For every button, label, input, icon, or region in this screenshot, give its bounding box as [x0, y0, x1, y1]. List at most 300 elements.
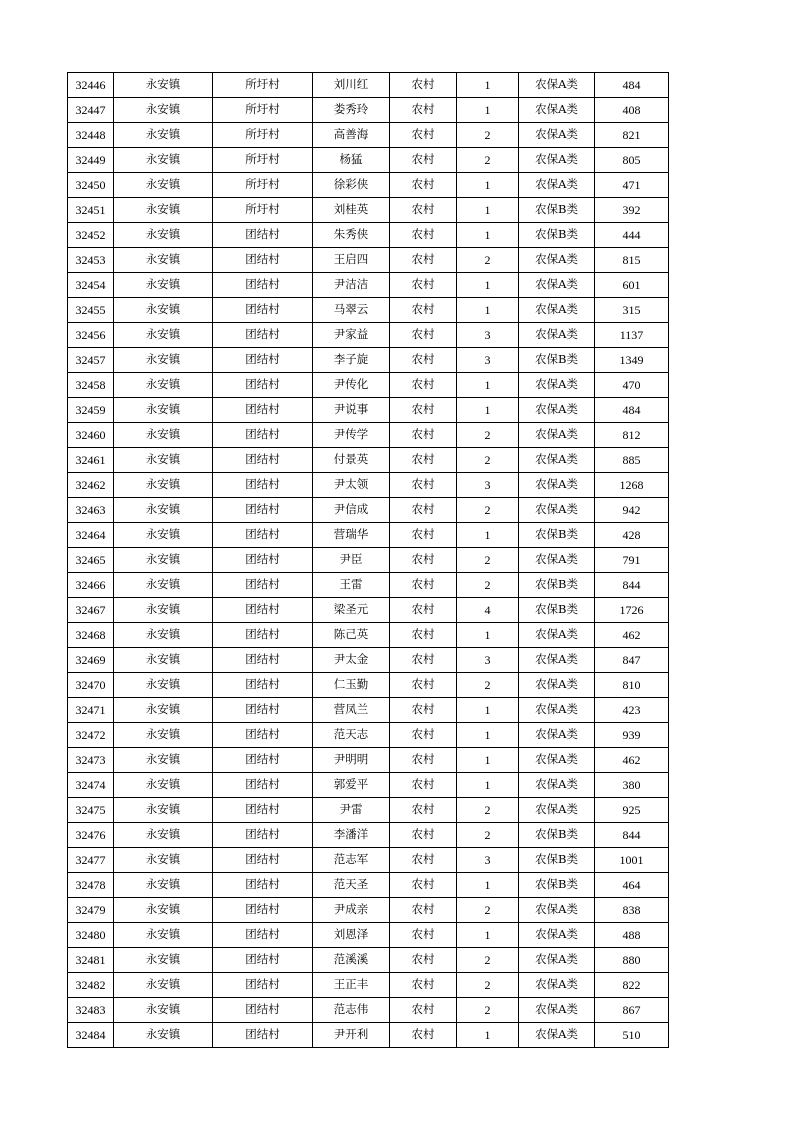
area-type-cell: 农村	[390, 148, 457, 173]
record-id: 32456	[68, 323, 114, 348]
household-size-cell: 2	[457, 248, 519, 273]
insurance-category-cell: 农保A类	[519, 473, 595, 498]
household-size-cell: 1	[457, 698, 519, 723]
household-size-cell: 1	[457, 198, 519, 223]
record-id: 32466	[68, 573, 114, 598]
area-type-cell: 农村	[390, 648, 457, 673]
name-cell: 尹雷	[313, 798, 390, 823]
town-cell: 永安镇	[114, 623, 213, 648]
table-row	[68, 923, 669, 948]
amount-cell: 885	[595, 448, 669, 473]
amount-cell: 392	[595, 198, 669, 223]
amount-cell: 925	[595, 798, 669, 823]
area-type-cell: 农村	[390, 823, 457, 848]
record-id: 32460	[68, 423, 114, 448]
town-cell: 永安镇	[114, 598, 213, 623]
area-type-cell: 农村	[390, 523, 457, 548]
table-row	[68, 248, 669, 273]
table-row	[68, 498, 669, 523]
insurance-category-cell: 农保A类	[519, 173, 595, 198]
name-cell: 娄秀玲	[313, 98, 390, 123]
area-type-cell: 农村	[390, 773, 457, 798]
household-size-cell: 1	[457, 748, 519, 773]
area-type-cell: 农村	[390, 248, 457, 273]
record-id: 32453	[68, 248, 114, 273]
amount-cell: 821	[595, 123, 669, 148]
table-row	[68, 198, 669, 223]
table-row	[68, 1023, 669, 1048]
household-size-cell: 1	[457, 923, 519, 948]
village-cell: 团结村	[213, 473, 313, 498]
village-cell: 所圩村	[213, 148, 313, 173]
household-size-cell: 1	[457, 623, 519, 648]
area-type-cell: 农村	[390, 623, 457, 648]
area-type-cell: 农村	[390, 848, 457, 873]
record-id: 32467	[68, 598, 114, 623]
name-cell: 范志军	[313, 848, 390, 873]
town-cell: 永安镇	[114, 373, 213, 398]
village-cell: 所圩村	[213, 198, 313, 223]
amount-cell: 815	[595, 248, 669, 273]
town-cell: 永安镇	[114, 398, 213, 423]
table-row	[68, 898, 669, 923]
village-cell: 团结村	[213, 598, 313, 623]
town-cell: 永安镇	[114, 873, 213, 898]
village-cell: 团结村	[213, 848, 313, 873]
household-size-cell: 1	[457, 773, 519, 798]
town-cell: 永安镇	[114, 723, 213, 748]
table-row	[68, 823, 669, 848]
amount-cell: 470	[595, 373, 669, 398]
table-row	[68, 773, 669, 798]
insurance-category-cell: 农保B类	[519, 348, 595, 373]
town-cell: 永安镇	[114, 823, 213, 848]
table-row	[68, 423, 669, 448]
name-cell: 朱秀侠	[313, 223, 390, 248]
insurance-category-cell: 农保A类	[519, 398, 595, 423]
table-row	[68, 323, 669, 348]
name-cell: 王雷	[313, 573, 390, 598]
name-cell: 尹臣	[313, 548, 390, 573]
record-id: 32484	[68, 1023, 114, 1048]
area-type-cell: 农村	[390, 573, 457, 598]
household-size-cell: 2	[457, 673, 519, 698]
amount-cell: 408	[595, 98, 669, 123]
amount-cell: 844	[595, 823, 669, 848]
town-cell: 永安镇	[114, 998, 213, 1023]
town-cell: 永安镇	[114, 298, 213, 323]
insurance-category-cell: 农保A类	[519, 648, 595, 673]
household-size-cell: 1	[457, 73, 519, 98]
area-type-cell: 农村	[390, 73, 457, 98]
village-cell: 团结村	[213, 673, 313, 698]
record-id: 32465	[68, 548, 114, 573]
amount-cell: 838	[595, 898, 669, 923]
town-cell: 永安镇	[114, 73, 213, 98]
record-id: 32479	[68, 898, 114, 923]
amount-cell: 462	[595, 623, 669, 648]
record-id: 32447	[68, 98, 114, 123]
table-row	[68, 373, 669, 398]
insurance-category-cell: 农保A类	[519, 723, 595, 748]
household-size-cell: 3	[457, 848, 519, 873]
table-row	[68, 623, 669, 648]
household-size-cell: 2	[457, 948, 519, 973]
amount-cell: 380	[595, 773, 669, 798]
record-id: 32446	[68, 73, 114, 98]
table-row	[68, 173, 669, 198]
area-type-cell: 农村	[390, 323, 457, 348]
name-cell: 徐彩侠	[313, 173, 390, 198]
village-cell: 团结村	[213, 723, 313, 748]
record-id: 32470	[68, 673, 114, 698]
name-cell: 付景英	[313, 448, 390, 473]
area-type-cell: 农村	[390, 498, 457, 523]
insurance-category-cell: 农保A类	[519, 98, 595, 123]
table-row	[68, 223, 669, 248]
area-type-cell: 农村	[390, 873, 457, 898]
name-cell: 尹传化	[313, 373, 390, 398]
household-size-cell: 1	[457, 223, 519, 248]
record-id: 32449	[68, 148, 114, 173]
name-cell: 尹成亲	[313, 898, 390, 923]
record-id: 32469	[68, 648, 114, 673]
area-type-cell: 农村	[390, 1023, 457, 1048]
village-cell: 团结村	[213, 398, 313, 423]
household-size-cell: 3	[457, 648, 519, 673]
household-size-cell: 1	[457, 173, 519, 198]
amount-cell: 315	[595, 298, 669, 323]
record-id: 32481	[68, 948, 114, 973]
record-id: 32450	[68, 173, 114, 198]
name-cell: 王正丰	[313, 973, 390, 998]
name-cell: 高善海	[313, 123, 390, 148]
name-cell: 尹太领	[313, 473, 390, 498]
household-size-cell: 2	[457, 148, 519, 173]
household-size-cell: 2	[457, 998, 519, 1023]
amount-cell: 510	[595, 1023, 669, 1048]
table-row	[68, 673, 669, 698]
village-cell: 团结村	[213, 823, 313, 848]
amount-cell: 939	[595, 723, 669, 748]
record-id: 32483	[68, 998, 114, 1023]
table-row	[68, 723, 669, 748]
insurance-category-cell: 农保B类	[519, 873, 595, 898]
amount-cell: 812	[595, 423, 669, 448]
household-size-cell: 2	[457, 798, 519, 823]
table-row	[68, 98, 669, 123]
area-type-cell: 农村	[390, 373, 457, 398]
insurance-category-cell: 农保A类	[519, 323, 595, 348]
area-type-cell: 农村	[390, 448, 457, 473]
town-cell: 永安镇	[114, 773, 213, 798]
insurance-category-cell: 农保A类	[519, 73, 595, 98]
amount-cell: 1726	[595, 598, 669, 623]
village-cell: 团结村	[213, 998, 313, 1023]
village-cell: 团结村	[213, 498, 313, 523]
insurance-category-cell: 农保A类	[519, 1023, 595, 1048]
village-cell: 所圩村	[213, 123, 313, 148]
record-id: 32474	[68, 773, 114, 798]
household-size-cell: 2	[457, 123, 519, 148]
village-cell: 团结村	[213, 898, 313, 923]
record-id: 32462	[68, 473, 114, 498]
town-cell: 永安镇	[114, 98, 213, 123]
amount-cell: 844	[595, 573, 669, 598]
household-size-cell: 4	[457, 598, 519, 623]
town-cell: 永安镇	[114, 248, 213, 273]
amount-cell: 1268	[595, 473, 669, 498]
town-cell: 永安镇	[114, 523, 213, 548]
area-type-cell: 农村	[390, 173, 457, 198]
town-cell: 永安镇	[114, 123, 213, 148]
amount-cell: 1137	[595, 323, 669, 348]
amount-cell: 601	[595, 273, 669, 298]
insurance-category-cell: 农保A类	[519, 698, 595, 723]
town-cell: 永安镇	[114, 423, 213, 448]
table-row	[68, 648, 669, 673]
village-cell: 所圩村	[213, 98, 313, 123]
town-cell: 永安镇	[114, 273, 213, 298]
village-cell: 团结村	[213, 948, 313, 973]
table-row	[68, 598, 669, 623]
table-row	[68, 298, 669, 323]
table-row	[68, 998, 669, 1023]
name-cell: 刘川红	[313, 73, 390, 98]
amount-cell: 805	[595, 148, 669, 173]
village-cell: 团结村	[213, 273, 313, 298]
area-type-cell: 农村	[390, 398, 457, 423]
table-row	[68, 873, 669, 898]
insurance-category-cell: 农保A类	[519, 923, 595, 948]
name-cell: 尹洁洁	[313, 273, 390, 298]
insurance-category-cell: 农保A类	[519, 373, 595, 398]
name-cell: 郭爱平	[313, 773, 390, 798]
amount-cell: 847	[595, 648, 669, 673]
household-size-cell: 1	[457, 398, 519, 423]
village-cell: 团结村	[213, 223, 313, 248]
village-cell: 团结村	[213, 1023, 313, 1048]
table-row	[68, 473, 669, 498]
town-cell: 永安镇	[114, 348, 213, 373]
insurance-category-cell: 农保A类	[519, 548, 595, 573]
insurance-category-cell: 农保B类	[519, 848, 595, 873]
village-cell: 团结村	[213, 798, 313, 823]
record-id: 32461	[68, 448, 114, 473]
household-size-cell: 1	[457, 98, 519, 123]
records-table	[67, 72, 669, 1048]
name-cell: 范溪溪	[313, 948, 390, 973]
amount-cell: 942	[595, 498, 669, 523]
name-cell: 王启四	[313, 248, 390, 273]
table-row	[68, 148, 669, 173]
area-type-cell: 农村	[390, 673, 457, 698]
household-size-cell: 2	[457, 973, 519, 998]
village-cell: 团结村	[213, 748, 313, 773]
amount-cell: 428	[595, 523, 669, 548]
insurance-category-cell: 农保A类	[519, 998, 595, 1023]
area-type-cell: 农村	[390, 898, 457, 923]
amount-cell: 471	[595, 173, 669, 198]
area-type-cell: 农村	[390, 948, 457, 973]
record-id: 32473	[68, 748, 114, 773]
village-cell: 团结村	[213, 298, 313, 323]
village-cell: 团结村	[213, 973, 313, 998]
household-size-cell: 1	[457, 523, 519, 548]
insurance-category-cell: 农保B类	[519, 198, 595, 223]
village-cell: 团结村	[213, 923, 313, 948]
table-row	[68, 73, 669, 98]
amount-cell: 484	[595, 398, 669, 423]
insurance-category-cell: 农保B类	[519, 223, 595, 248]
table-row	[68, 523, 669, 548]
town-cell: 永安镇	[114, 748, 213, 773]
name-cell: 刘桂英	[313, 198, 390, 223]
name-cell: 范天圣	[313, 873, 390, 898]
name-cell: 范天志	[313, 723, 390, 748]
area-type-cell: 农村	[390, 473, 457, 498]
name-cell: 尹明明	[313, 748, 390, 773]
area-type-cell: 农村	[390, 123, 457, 148]
insurance-category-cell: 农保A类	[519, 623, 595, 648]
area-type-cell: 农村	[390, 98, 457, 123]
amount-cell: 822	[595, 973, 669, 998]
area-type-cell: 农村	[390, 998, 457, 1023]
record-id: 32464	[68, 523, 114, 548]
household-size-cell: 2	[457, 498, 519, 523]
village-cell: 所圩村	[213, 73, 313, 98]
household-size-cell: 2	[457, 823, 519, 848]
table-row	[68, 123, 669, 148]
village-cell: 团结村	[213, 573, 313, 598]
town-cell: 永安镇	[114, 548, 213, 573]
record-id: 32482	[68, 973, 114, 998]
village-cell: 团结村	[213, 373, 313, 398]
town-cell: 永安镇	[114, 498, 213, 523]
village-cell: 团结村	[213, 423, 313, 448]
table-row	[68, 848, 669, 873]
household-size-cell: 1	[457, 1023, 519, 1048]
town-cell: 永安镇	[114, 898, 213, 923]
insurance-category-cell: 农保A类	[519, 798, 595, 823]
insurance-category-cell: 农保A类	[519, 248, 595, 273]
town-cell: 永安镇	[114, 648, 213, 673]
record-id: 32480	[68, 923, 114, 948]
table-row	[68, 273, 669, 298]
village-cell: 团结村	[213, 323, 313, 348]
insurance-category-cell: 农保A类	[519, 898, 595, 923]
insurance-category-cell: 农保A类	[519, 148, 595, 173]
village-cell: 团结村	[213, 348, 313, 373]
town-cell: 永安镇	[114, 148, 213, 173]
record-id: 32457	[68, 348, 114, 373]
area-type-cell: 农村	[390, 923, 457, 948]
household-size-cell: 1	[457, 273, 519, 298]
town-cell: 永安镇	[114, 948, 213, 973]
area-type-cell: 农村	[390, 748, 457, 773]
area-type-cell: 农村	[390, 423, 457, 448]
amount-cell: 444	[595, 223, 669, 248]
insurance-category-cell: 农保A类	[519, 448, 595, 473]
household-size-cell: 2	[457, 423, 519, 448]
insurance-category-cell: 农保A类	[519, 123, 595, 148]
name-cell: 李潘洋	[313, 823, 390, 848]
village-cell: 团结村	[213, 648, 313, 673]
area-type-cell: 农村	[390, 548, 457, 573]
village-cell: 所圩村	[213, 173, 313, 198]
record-id: 32478	[68, 873, 114, 898]
insurance-category-cell: 农保B类	[519, 823, 595, 848]
household-size-cell: 1	[457, 298, 519, 323]
area-type-cell: 农村	[390, 198, 457, 223]
town-cell: 永安镇	[114, 323, 213, 348]
record-id: 32476	[68, 823, 114, 848]
town-cell: 永安镇	[114, 198, 213, 223]
amount-cell: 423	[595, 698, 669, 723]
insurance-category-cell: 农保A类	[519, 273, 595, 298]
household-size-cell: 3	[457, 348, 519, 373]
table-row	[68, 548, 669, 573]
amount-cell: 484	[595, 73, 669, 98]
area-type-cell: 农村	[390, 273, 457, 298]
name-cell: 杨猛	[313, 148, 390, 173]
town-cell: 永安镇	[114, 173, 213, 198]
town-cell: 永安镇	[114, 448, 213, 473]
record-id: 32468	[68, 623, 114, 648]
table-row	[68, 573, 669, 598]
record-id: 32452	[68, 223, 114, 248]
record-id: 32471	[68, 698, 114, 723]
name-cell: 营凤兰	[313, 698, 390, 723]
insurance-category-cell: 农保A类	[519, 773, 595, 798]
table-row	[68, 973, 669, 998]
table-row	[68, 698, 669, 723]
name-cell: 尹开利	[313, 1023, 390, 1048]
town-cell: 永安镇	[114, 798, 213, 823]
table-row	[68, 948, 669, 973]
record-id: 32477	[68, 848, 114, 873]
name-cell: 陈己英	[313, 623, 390, 648]
area-type-cell: 农村	[390, 298, 457, 323]
village-cell: 团结村	[213, 773, 313, 798]
record-id: 32475	[68, 798, 114, 823]
insurance-category-cell: 农保A类	[519, 498, 595, 523]
town-cell: 永安镇	[114, 923, 213, 948]
household-size-cell: 3	[457, 473, 519, 498]
insurance-category-cell: 农保A类	[519, 948, 595, 973]
household-size-cell: 2	[457, 548, 519, 573]
table-row	[68, 398, 669, 423]
household-size-cell: 1	[457, 723, 519, 748]
area-type-cell: 农村	[390, 348, 457, 373]
household-size-cell: 3	[457, 323, 519, 348]
table-row	[68, 448, 669, 473]
household-size-cell: 1	[457, 373, 519, 398]
town-cell: 永安镇	[114, 848, 213, 873]
name-cell: 尹传学	[313, 423, 390, 448]
insurance-category-cell: 农保B类	[519, 573, 595, 598]
record-id: 32459	[68, 398, 114, 423]
name-cell: 尹家益	[313, 323, 390, 348]
amount-cell: 1349	[595, 348, 669, 373]
household-size-cell: 1	[457, 873, 519, 898]
name-cell: 尹太金	[313, 648, 390, 673]
table-row	[68, 748, 669, 773]
town-cell: 永安镇	[114, 573, 213, 598]
record-id: 32455	[68, 298, 114, 323]
table-row	[68, 798, 669, 823]
area-type-cell: 农村	[390, 798, 457, 823]
